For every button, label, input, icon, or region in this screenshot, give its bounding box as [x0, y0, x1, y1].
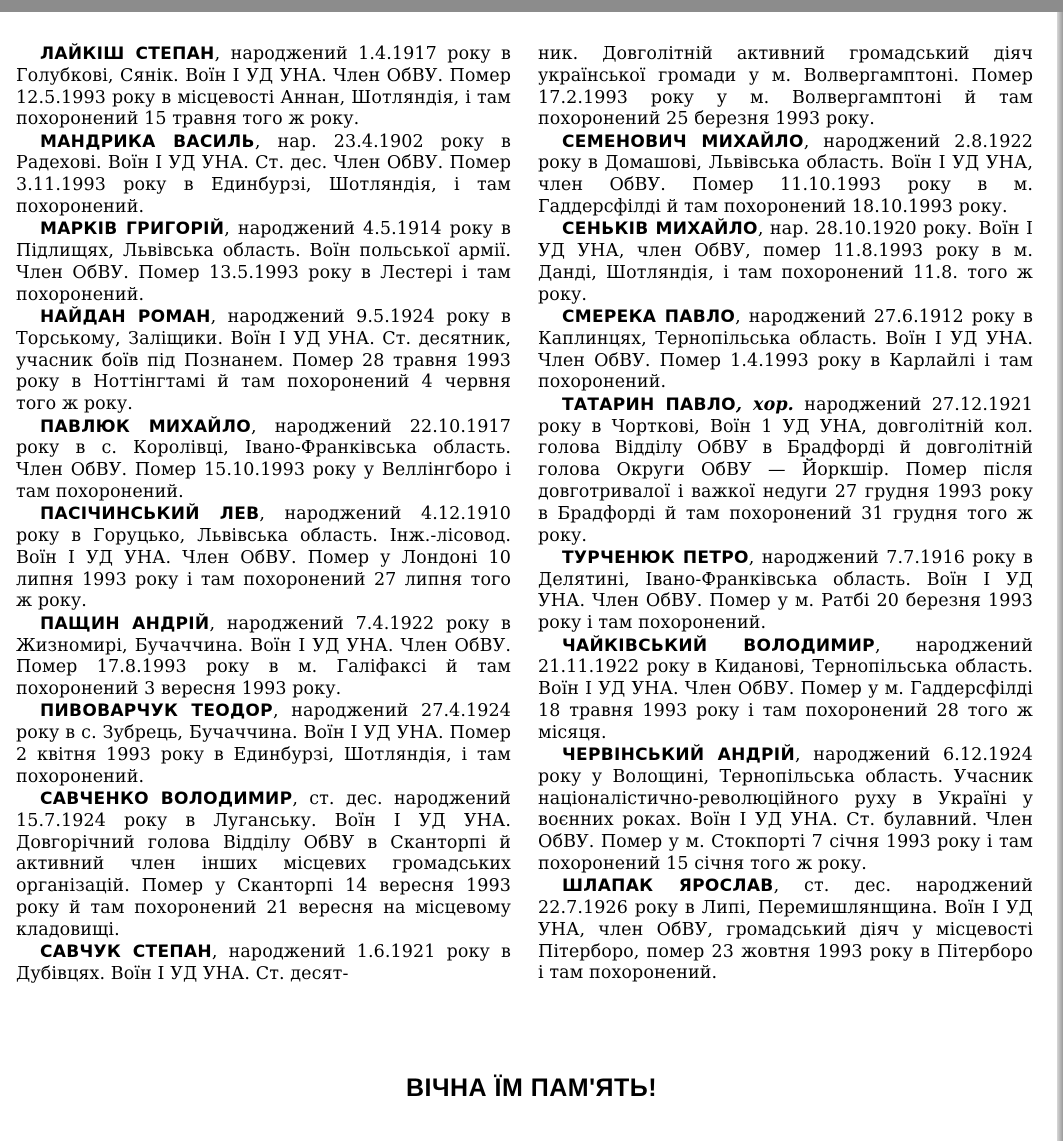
- obituary-entry: [16, 789, 511, 942]
- obituary-entry: [16, 701, 511, 788]
- right-column: [538, 44, 1033, 986]
- entry-text: , народжений 9.5.1924 року в Торському, Заліщики. Воїн І УД УНА. Ст. десятник, учасник боїв під Познанем. Помер 28 травня 1993 року в Ноттінгтамі й там похоронений 4 червня того ж року.: [16, 307, 511, 415]
- entry-name: ПАСІЧИНСЬКИЙ ЛЕВ: [40, 504, 260, 525]
- obituary-entry: [16, 942, 511, 986]
- obituary-entry: [16, 44, 511, 131]
- top-scan-border: [0, 0, 1063, 12]
- entry-text: , народжений 27.4.1924 року в с. Зубрець, Бучаччина. Воїн І УД УНА. Помер 2 квітня 1993 року в Единбурзі, Шотляндія, і там похоронений.: [16, 701, 511, 787]
- entry-name: ТАТАРИН ПАВЛО: [562, 394, 736, 415]
- obituary-entry: [16, 219, 511, 306]
- entry-text: , народжений 6.12.1924 року у Волощині, Тернопільська область. Учасник націоналістично-революційного руху в Україні у воєнних роках. Воїн І УД УНА. Ст. булавний. Член ОбВУ. Помер у м. Стокпорті 7 січня 1993 року і там похоронений 15 січня того ж року.: [538, 745, 1033, 874]
- entry-text: , народжений 1.4.1917 року в Голубкові, Сянік. Воїн І УД УНА. Член ОбВУ. Помер 12.5.1993 року в місцевості Аннан, Шотляндія, і там похоронений 15 травня того ж року.: [16, 44, 511, 130]
- obituary-entry: [538, 307, 1033, 394]
- memorial-footer: ВІЧНА ЇМ ПАМ'ЯТЬ!: [405, 1074, 658, 1102]
- obituary-entry: [16, 307, 511, 416]
- entry-text: народжений 27.12.1921 року в Чорткові, Воїн 1 УД УНА, довголітній кол. голова Відділу ОбВУ в Брадфорді й довголітній голова Округи ОбВУ — Йоркшір. Помер після довготривалої і важкої недуги 27 грудня 1993 року в Брадфорді й там похоронений 31 грудня того ж року.: [538, 394, 1033, 546]
- entry-name: ПИВОВАРЧУК ТЕОДОР: [40, 701, 273, 722]
- entry-name: САВЧЕНКО ВОЛОДИМИР: [40, 789, 293, 810]
- entry-text: , народжений 4.5.1914 року в Підлищях, Львівська область. Воїн польської армії. Член ОбВУ. Помер 13.5.1993 року в Лестері і там похоронений.: [16, 219, 511, 305]
- entry-name: СЕМЕНОВИЧ МИХАЙЛО: [562, 131, 804, 152]
- obituary-entry: [16, 132, 511, 219]
- right-scan-edge: [1057, 12, 1063, 1141]
- entry-text: , народжений 4.12.1910 року в Горуцько, Львівська область. Інж.-лісовод. Воїн І УД УНА. Член ОбВУ. Помер у Лондоні 10 липня 1993 року і там похоронений 27 липня того ж року.: [16, 504, 511, 612]
- entry-text: , ст. дес. народжений 22.7.1926 року в Липі, Перемишлянщина. Воїн І УД УНА, член ОбВУ, громадський діяч у місцевості Пітерборо, помер 23 жовтня 1993 року в Пітерборо і там похоронений.: [538, 876, 1034, 984]
- obituary-entry: [538, 745, 1033, 876]
- entry-text: , народжений 7.7.1916 року в Делятині, Івано-Франківська область. Воїн І УД УНА. Член ОбВУ. Помер у м. Ратбі 20 березня 1993 року і там похоронений.: [538, 547, 1033, 634]
- entry-text: , народжений 1.6.1921 року в Дубівцях. Воїн І УД УНА. Ст. десят-: [16, 942, 511, 984]
- entry-name: ПАВЛЮК МИХАЙЛО: [40, 416, 252, 437]
- entry-name: ШЛАПАК ЯРОСЛАВ: [562, 876, 774, 897]
- entry-text: , народжений 7.4.1922 року в Жизномирі, Бучаччина. Воїн І УД УНА. Член ОбВУ. Помер 17.8.1993 року в м. Галіфаксі й там похоронений 3 вересня 1993 року.: [16, 613, 511, 700]
- entry-text: , народжений 22.10.1917 року в с. Королівці, Івано-Франківська область. Член ОбВУ. Помер 15.10.1993 року у Веллінгборо і там похоронений.: [16, 416, 511, 502]
- entry-name: МАРКІВ ГРИГОРІЙ: [40, 219, 225, 240]
- entry-name: ЛАЙКІШ СТЕПАН: [40, 44, 215, 64]
- entry-name: МАНДРИКА ВАСИЛЬ: [40, 131, 255, 152]
- obituary-entry: [538, 132, 1033, 219]
- entry-name: ЧАЙКІВСЬКИЙ ВОЛОДИМИР: [562, 635, 875, 656]
- entry-name: ПАЩИН АНДРІЙ: [40, 613, 210, 634]
- entry-text: , ст. дес. народжений 15.7.1924 року в Луганську. Воїн І УД УНА. Довгорічний голова Відділу ОбВУ в Сканторпі й активний член інших місцевих громадських організацій. Помер у Сканторпі 14 вересня 1993 року й там похоронений 21 вересня на місцевому кладовищі.: [16, 789, 511, 940]
- entry-text: , нар. 28.10.1920 року. Воїн І УД УНА, член ОбВУ, помер 11.8.1993 року в м. Данді, Шотляндія, і там похоронений 11.8. того ж року.: [538, 219, 1033, 305]
- obituary-entry: [538, 876, 1033, 985]
- entry-name: СЕНЬКІВ МИХАЙЛО: [562, 219, 758, 240]
- entry-name: ТУРЧЕНЮК ПЕТРО: [562, 547, 749, 568]
- entry-rank: , хор.: [735, 394, 794, 415]
- obituary-entry: [538, 219, 1033, 306]
- entry-name: САВЧУК СТЕПАН: [40, 942, 212, 963]
- obituary-entry-continuation: ник. Довголітній активний громадський діяч української громади у м. Волвергамптоні. Помер 17.2.1993 року у м. Волвергамптоні й там похоронений 25 березня 1993 року.: [538, 44, 1033, 130]
- entry-text: , народжений 27.6.1912 року в Каплинцях, Тернопільська область. Воїн І УД УНА. Член ОбВУ. Помер 1.4.1993 року в Карлайлі і там похоронений.: [538, 307, 1033, 393]
- obituary-entry: [16, 417, 511, 504]
- entry-name: НАЙДАН РОМАН: [40, 307, 211, 328]
- obituary-entry: [538, 636, 1033, 745]
- left-column: [16, 44, 511, 986]
- obituary-entry: [16, 504, 511, 613]
- obituary-entry: [538, 548, 1033, 635]
- obituary-entry: [16, 614, 511, 701]
- entry-name: СМЕРЕКА ПАВЛО: [562, 307, 736, 328]
- obituary-entry: [538, 395, 1033, 548]
- entry-text: , народжений 2.8.1922 року в Домашові, Львівська область. Воїн І УД УНА, член ОбВУ. Помер 11.10.1993 року в м. Гаддерсфілді й там похоронений 18.10.1993 року.: [538, 131, 1033, 218]
- entry-text: , народжений 21.11.1922 року в Киданові, Тернопільська область. Воїн І УД УНА. Член ОбВУ. Помер у м. Гаддерсфілді 18 травня 1993 року і там похоронений 28 того ж місяця.: [538, 635, 1033, 743]
- entry-text: , нар. 23.4.1902 року в Радехові. Воїн І УД УНА. Ст. дес. Член ОбВУ. Помер 3.11.1993 року в Единбурзі, Шотляндія, і там похоронений.: [16, 131, 511, 218]
- entry-name: ЧЕРВІНСЬКИЙ АНДРІЙ: [562, 745, 795, 765]
